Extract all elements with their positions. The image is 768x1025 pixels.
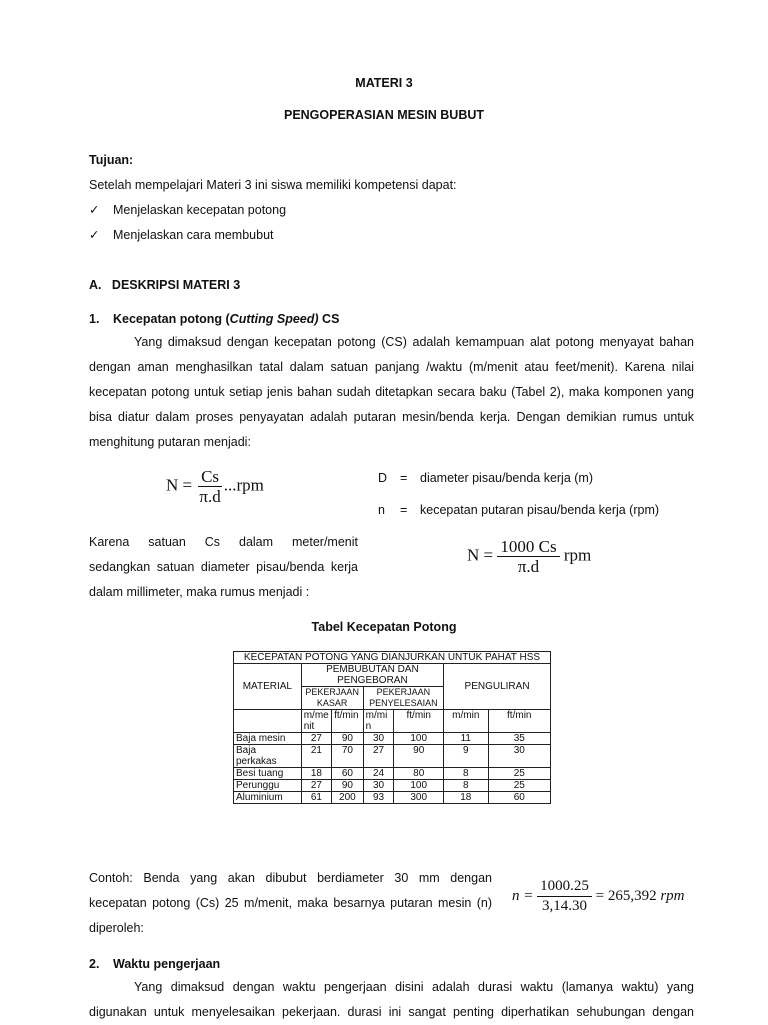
section-heading-2: 2. Waktu pengerjaan	[89, 957, 221, 971]
table-header-material: MATERIAL	[234, 664, 302, 710]
paragraph-cutting-speed	[89, 330, 694, 455]
formula-fraction: $\frac{1000.25}{3,14.30}$	[537, 877, 592, 916]
table-row: Aluminium 61 200 93 300 18 60	[234, 792, 551, 804]
table-header-unit: ft/min	[488, 710, 550, 733]
paragraph-line: Karena satuan Cs dalam meter/menit	[89, 535, 358, 549]
tujuan-item	[89, 227, 274, 243]
table-header-sub: PEKERJAAN PENYELESAIAN	[363, 687, 443, 710]
table-row: Baja mesin 27 90 30 100 11 35	[234, 733, 551, 745]
check-icon: ✓	[89, 203, 100, 217]
table-header-unit: m/min	[444, 710, 488, 733]
definition-n: n = kecepatan putaran pisau/benda kerja (rpm)	[378, 503, 660, 517]
paragraph-line: digunakan untuk menyelesaikan pekerjaan. durasi ini sangat penting diperhatikan sehubungan dengan	[89, 1005, 694, 1019]
paragraph-work-time	[89, 975, 694, 1025]
cutting-speed-table	[233, 651, 551, 804]
table-header-sub: PEKERJAAN KASAR	[301, 687, 363, 710]
table-row: Perunggu 27 90 30 100 8 25	[234, 780, 551, 792]
tujuan-item-label: Menjelaskan kecepatan potong	[113, 203, 287, 217]
page-title: MATERI 3	[355, 76, 413, 90]
paragraph-example	[89, 866, 492, 941]
paragraph-line: Yang dimaksud dengan kecepatan potong (CS) adalah kemampuan alat potong menyayat bahan	[134, 335, 694, 349]
tujuan-heading: Tujuan:	[89, 153, 134, 167]
section-heading-a: A. DESKRIPSI MATERI 3	[89, 278, 241, 292]
paragraph-line: Yang dimaksud dengan waktu pengerjaan disini adalah durasi waktu (lamanya waktu) yang	[134, 980, 694, 994]
table-row: Besi tuang 18 60 24 80 8 25	[234, 768, 551, 780]
formula-rpm-mm: N = $\frac{1000 Cs}{\pi.d}$ rpm	[467, 537, 592, 576]
tujuan-item-label: Menjelaskan cara membubut	[113, 228, 274, 242]
check-icon: ✓	[89, 228, 100, 242]
table-header-group: PENGULIRAN	[444, 664, 551, 710]
formula-fraction: $\frac{1000 Cs}{\pi.d}$	[497, 537, 559, 576]
paragraph-line: kecepatan potong (Cs) 25 m/menit, maka besarnya putaran mesin (n)	[89, 896, 492, 910]
paragraph-line: dengan aman menghasilkan tatal dalam satuan panjang /waktu (m/menit atau feet/menit). Karena nilai	[89, 360, 694, 374]
tujuan-item	[89, 202, 286, 218]
table-header-group: PEMBUBUTAN DAN PENGEBORAN	[301, 664, 443, 687]
paragraph-line: diperoleh:	[89, 921, 144, 935]
paragraph-line: kecepatan potong untuk setiap jenis bahan sudah ditetapkan secara baku (Tabel 2), maka komponen yang	[89, 385, 694, 399]
table-cell	[234, 710, 302, 733]
definition-d: D = diameter pisau/benda kerja (m)	[378, 471, 593, 485]
paragraph-line: bisa diatur dalam proses penyayatan adalah putaran mesin/benda kerja. Dengan demikian rumus untuk	[89, 410, 694, 424]
paragraph-line: dalam millimeter, maka rumus menjadi :	[89, 585, 310, 599]
table-row: Baja perkakas 21 70 27 90 9 30	[234, 745, 551, 768]
table-caption: Tabel Kecepatan Potong	[311, 620, 457, 634]
section-number: 2.	[89, 957, 100, 971]
table-header-unit: m/menit	[301, 710, 331, 733]
paragraph-line: menghitung putaran menjadi:	[89, 435, 251, 449]
tujuan-intro: Setelah mempelajari Materi 3 ini siswa memiliki kompetensi dapat:	[89, 178, 457, 192]
formula-fraction: $\frac{Cs}{\pi.d}$	[199, 467, 221, 506]
paragraph-line: sedangkan satuan diameter pisau/benda kerja	[89, 560, 358, 574]
table-header-top: KECEPATAN POTONG YANG DIANJURKAN UNTUK PAHAT HSS	[234, 652, 551, 664]
table-header-unit: ft/min	[332, 710, 364, 733]
table-header-unit: m/min	[363, 710, 394, 733]
table-header-unit: ft/min	[394, 710, 444, 733]
paragraph-line: Contoh: Benda yang akan dibubut berdiameter 30 mm dengan	[89, 871, 492, 885]
page-subtitle: PENGOPERASIAN MESIN BUBUT	[283, 108, 485, 122]
paragraph-units	[89, 530, 358, 605]
section-heading-1: 1. Kecepatan potong (Cutting Speed) CS	[89, 312, 340, 326]
formula-rpm: N = $\frac{Cs}{\pi.d}$ ...rpm	[166, 467, 264, 506]
formula-example: n = $\frac{1000.25}{3,14.30}$ = 265,392 rpm	[512, 878, 685, 914]
section-number: 1.	[89, 312, 100, 326]
